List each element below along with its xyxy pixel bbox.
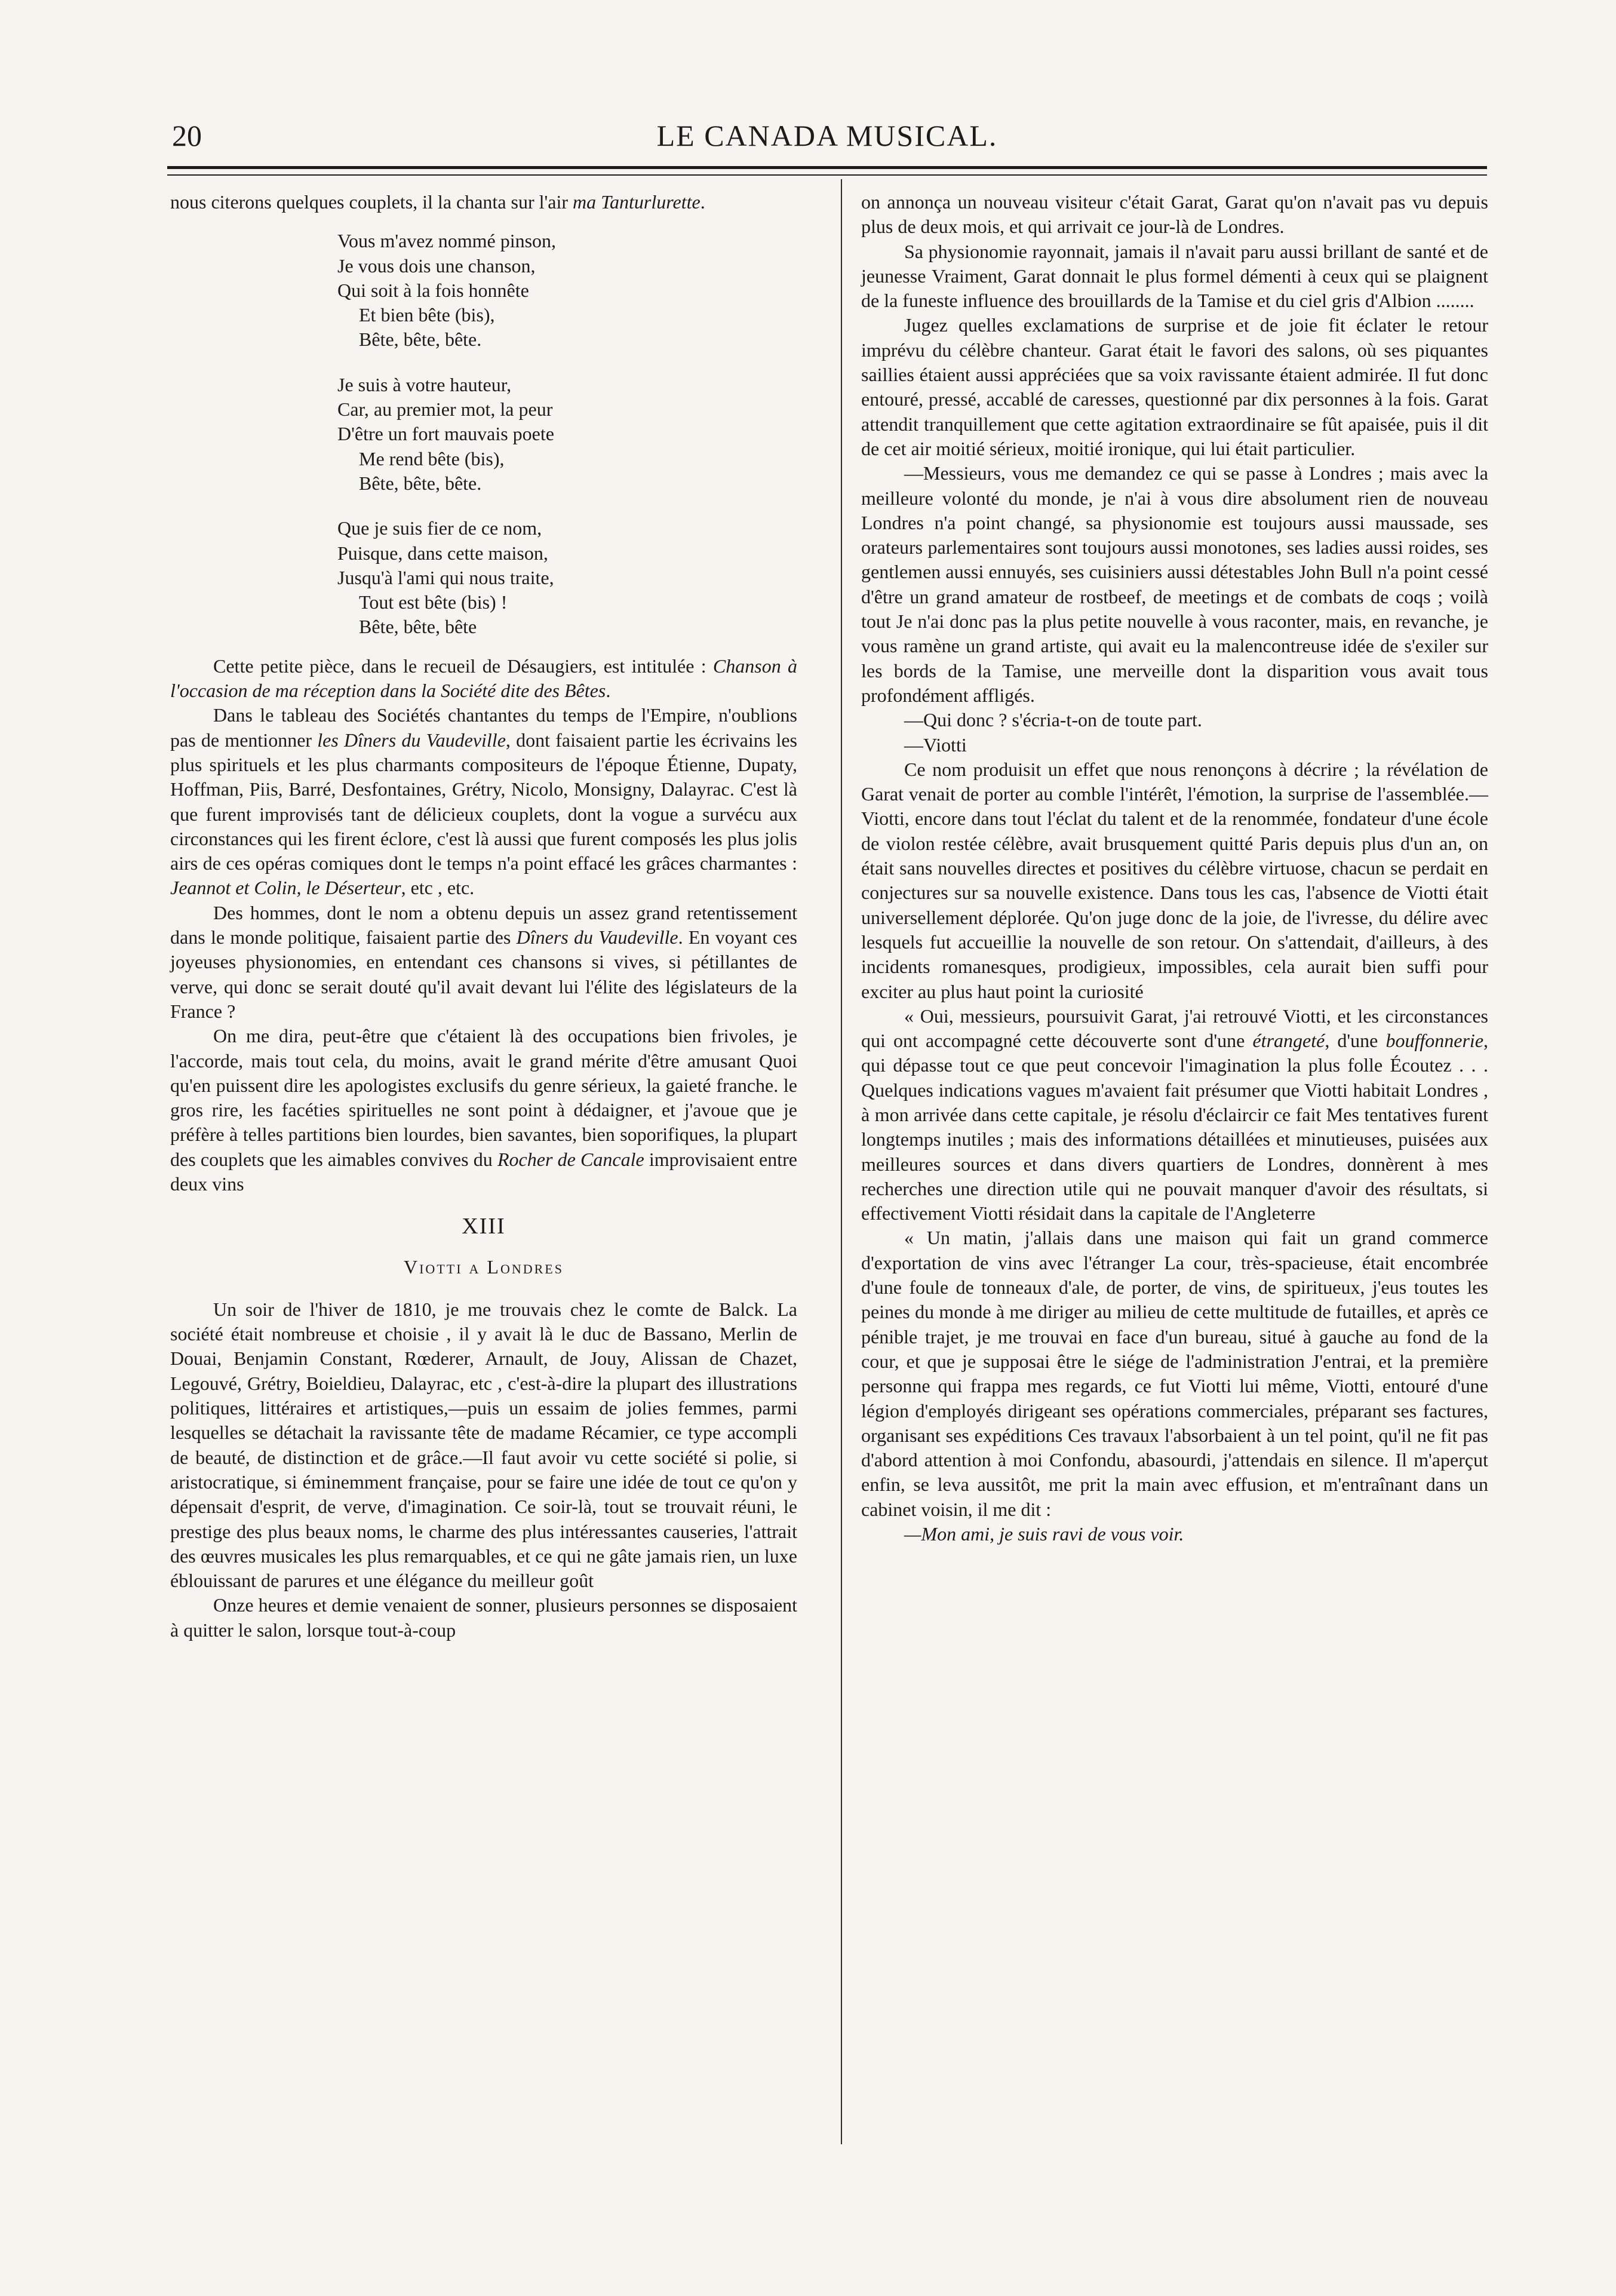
paragraph: « Un matin, j'allais dans une maison qui fait un grand commerce d'exportation de vins avec l'étranger La cour, très-spacieuse, était encombrée d'une foule de tonneaux d'ale, de porter, de vins, de spiritueux, j'eus toutes les peines du monde à me diriger au milieu de cette multitude de futailles, et après ce pénible trajet, je me trouvai en face d'un bureau, situé à gauche au fond de la cour, et que je supposai être le siége de l'administration J'entrai, et la première personne qui frappa mes regards, ce fut Viotti lui même, Viotti, entouré d'une légion d'employés dirigeant ses opérations commerciales, préparant ses factures, organisant ses expéditions Ces travaux l'absorbaient à un tel point, qu'il ne fit pas d'abord attention à moi Confondu, abasourdi, j'attendais en silence. Il m'aperçut enfin, se leva aussitôt, me prit la main avec effusion, et m'entraînant dans un cabinet voisin, il me dit : [861,1227,1488,1520]
poem-line: Jusqu'à l'ami qui nous traite, [337,566,554,588]
poem-line: Je suis à votre hauteur, [337,373,512,395]
right-column [861,190,1488,1546]
header-rule-thin [167,174,1487,176]
paragraph: Cette petite pièce, dans le recueil de Désaugiers, est intitulée : Chanson à l'occasion de ma réception dans la Société dite des Bêtes. [170,655,798,702]
column-divider [841,179,842,2144]
paragraph: Sa physionomie rayonnait, jamais il n'avait paru aussi brillant de santé et de jeunesse Vraiment, Garat donnait le plus formel démenti à ceux qui se plaignent de la funeste influence des brouillards de la Tamise et du ciel gris d'Albion ........ [861,240,1488,312]
poem-line: D'être un fort mauvais poete [337,423,554,445]
poem [337,229,797,639]
header-rule-thick [167,166,1487,169]
poem-stanza-3 [337,516,797,639]
page-header [167,113,1487,161]
poem-line: Bête, bête, bête [359,616,477,638]
poem-line: Que je suis fier de ce nom, [337,517,542,539]
paragraph: Jugez quelles exclamations de surprise et de joie fit éclater le retour imprévu du célèbre chanteur. Garat était le favori des salons, où ses piquantes saillies étaient aussi appréciées que sa voix ravissante étaient admirée. Il fut donc entouré, pressé, accablé de caresses, questionné par dix personnes à la fois. Garat attendit tranquillement que cette agitation extraordinaire se fût apaisée, puis il dit de cet air moitié sérieux, moitié ironique, qui lui était particulier. [861,314,1488,459]
paragraph: —Messieurs, vous me demandez ce qui se passe à Londres ; mais avec la meilleure volonté du monde, je n'ai à vous dire absolument rien de nouveau Londres n'a point changé, sa physionomie est toujours aussi maussade, ses orateurs parlementaires sont toujours aussi monotones, ses ladies aussi roides, ses gentlemen aussi ennuyés, ses cuisiniers aussi détestables John Bull n'a point cessé d'être un grand amateur de rostbeef, de meetings et de combats de coqs ; voilà tout Je n'ai donc pas la plus petite nouvelle à vous raconter, mais, en revanche, je vous ramène un grand artiste, qui avait eu la malencontreuse idée de s'exiler sur les bords de la Tamise, une merveille dont la disparition vous avait tous profondément affligés. [861,462,1488,706]
paragraph: Des hommes, dont le nom a obtenu depuis un assez grand retentissement dans le monde politique, faisaient partie des Dîners du Vaudeville. En voyant ces joyeuses physionomies, en entendant ces chansons si vives, si pétillantes de verve, qui donc se serait douté qu'il avait devant lui l'élite des législateurs de la France ? [170,901,798,1022]
paragraph: on annonça un nouveau visiteur c'était Garat, Garat qu'on n'avait pas vu depuis plus de deux mois, et qui arrivait ce jour-là de Londres. [861,191,1488,238]
paragraph: Dans le tableau des Sociétés chantantes du temps de l'Empire, n'oublions pas de mentionner les Dîners du Vaudeville, dont faisaient partie les écrivains les plus spirituels et les plus charmants compositeurs de l'époque Étienne, Dupaty, Hoffman, Piis, Barré, Desfontaines, Grétry, Nicolo, Monsigny, Dalayrac. C'est là que furent improvisés tant de délicieux couplets, dont la vogue a survécu aux circonstances qui les firent éclore, c'est là aussi que furent composés les plus jolis airs de ces opéras comiques dont le temps n'a point effacé les grâces charmantes : Jeannot et Colin, le Déserteur, etc , etc. [170,704,798,899]
section-number: XIII [462,1214,506,1239]
section-title: Viotti a Londres [404,1256,564,1278]
journal-title: LE CANADA MUSICAL. [656,119,998,152]
intro-paragraph: nous citerons quelques couplets, il la chanta sur l'air ma Tanturlurette. [170,191,705,213]
poem-line: Me rend bête (bis), [359,447,505,469]
page-number: 20 [172,119,202,152]
poem-line: Je vous dois une chanson, [337,254,536,277]
poem-line: Bête, bête, bête. [359,329,482,351]
poem-stanza-1 [337,229,797,352]
poem-stanza-2 [337,373,797,496]
paragraph: —Mon ami, je suis ravi de vous voir. [904,1523,1184,1545]
poem-line: Bête, bête, bête. [359,472,482,494]
paragraph: « Oui, messieurs, poursuivit Garat, j'ai retrouvé Viotti, et les circonstances qui ont accompagné cette découverte sont d'une étrangeté, d'une bouffonnerie, qui dépasse tout ce que peut concevoir l'imagination la plus folle Écoutez . . . Quelques indications vagues m'avaient fait présumer que Viotti habitait Londres , à mon arrivée dans cette capitale, je résolu d'éclaircir ce fait Mes tentatives furent longtemps inutiles ; mais des informations détaillées et minutieuses, puisées aux meilleures sources et dans divers quartiers de Londres, donnèrent à mes recherches une direction utile qui ne pouvait manquer d'avoir des résultats, si effectivement Viotti résidait dans la capitale de l'Angleterre [861,1005,1489,1224]
paragraph: —Viotti [904,733,967,756]
poem-line: Tout est bête (bis) ! [359,591,508,613]
paragraph: Onze heures et demie venaient de sonner, plusieurs personnes se disposaient à quitter le salon, lorsque tout-à-coup [170,1594,797,1641]
left-column [170,190,797,1643]
paragraph: —Qui donc ? s'écria-t-on de toute part. [904,709,1202,731]
poem-line: Vous m'avez nommé pinson, [337,230,557,252]
paragraph: Un soir de l'hiver de 1810, je me trouvais chez le comte de Balck. La société était nombreuse et choisie , il y avait là le duc de Bassano, Merlin de Douai, Benjamin Constant, Rœderer, Arnault, de Jouy, Alissan de Chazet, Legouvé, Grétry, Boieldieu, Dalayrac, etc , c'est-à-dire la plupart des illustrations politiques, littéraires et artistiques,—puis un essaim de jolies femmes, parmi lesquelles se détachait la ravissante tête de madame Récamier, ce type accompli de beauté, de distinction et de grâce.—Il faut avoir vu cette société si polie, si aristocratique, si éminemment française, pour se faire une idée de tout ce qu'on y dépensait d'esprit, de verve, d'imagination. Ce soir-là, tout se trouvait réuni, le prestige des plus beaux noms, le charme des plus intéressantes causeries, l'attrait des œuvres musicales les plus remarquables, et ce qui ne gâte jamais rien, un luxe éblouissant de parures et une élégance du meilleur goût [170,1298,797,1592]
poem-line: Puisque, dans cette maison, [337,542,548,564]
paragraph: On me dira, peut-être que c'étaient là des occupations bien frivoles, je l'accorde, mais tout cela, du moins, avait le grand mérite d'être amusant Quoi qu'en puissent dire les apologistes exclusifs du genre sérieux, la gaieté franche. le gros rire, les facéties spirituelles ne sont point à dédaigner, et j'avoue que je préfère à telles partitions bien lourdes, bien savantes, bien soporifiques, la plupart des couplets que les aimables convives du Rocher de Cancale improvisaient entre deux vins [170,1025,798,1195]
poem-line: Qui soit à la fois honnête [337,279,529,301]
poem-line: Car, au premier mot, la peur [337,398,553,420]
paragraph: Ce nom produisit un effet que nous renonçons à décrire ; la révélation de Garat venait de porter au comble l'intérêt, l'émotion, la surprise de l'assemblée.—Viotti, encore dans tout l'éclat du talent et de la renommée, fondateur d'une école de violon restée célèbre, avait brusquement quitté Paris depuis plus d'un an, on était sans nouvelles directes et positives du célèbre virtuose, chacun se perdait en conjectures sur sa nouvelle existence. Dans tous les cas, l'absence de Viotti était universellement déplorée. Qu'on juge donc de la joie, de l'ivresse, du délire avec lesquels fut accueillie la nouvelle de son retour. On s'attendait, d'ailleurs, à des incidents romanesques, prodigieux, impossibles, cela aurait bien suffi pour exciter au plus haut point la curiosité [861,758,1488,1002]
poem-line: Et bien bête (bis), [359,304,495,326]
